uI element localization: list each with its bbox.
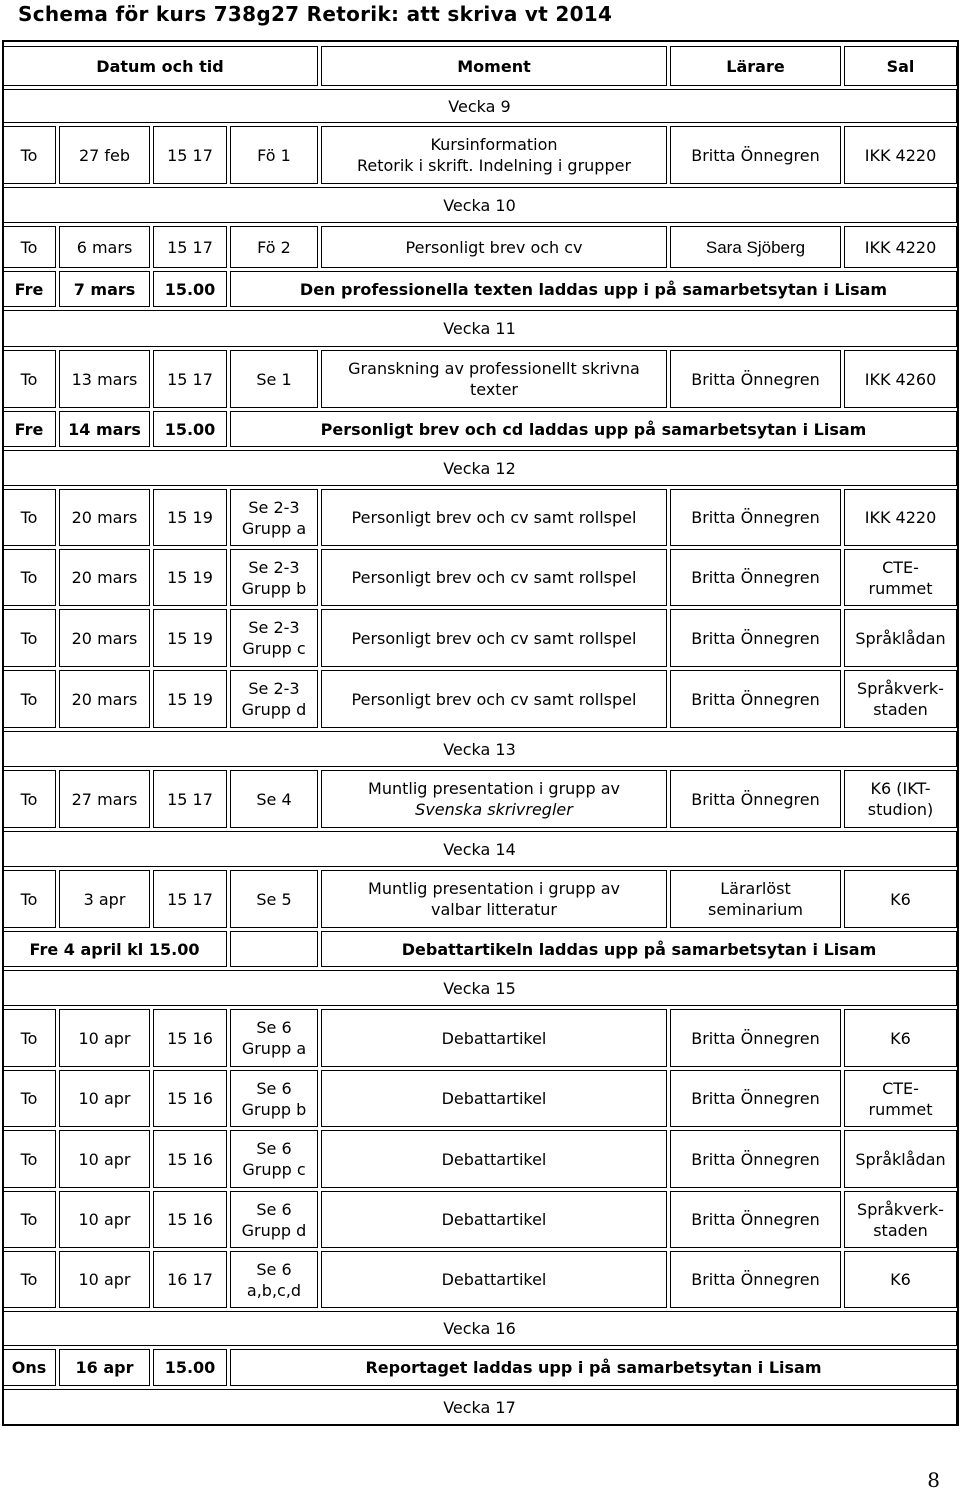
row-room: CTE- rummet <box>844 1070 957 1127</box>
row-teacher: Britta Önnegren <box>670 1251 841 1308</box>
row-day: To <box>2 1070 56 1127</box>
row-time: 15 16 <box>153 1009 227 1067</box>
row-moment: Personligt brev och cv samt rollspel <box>321 670 667 728</box>
row-type: Se 6 Grupp a <box>230 1009 318 1067</box>
row-type: Se 2-3 Grupp b <box>230 549 318 606</box>
week-heading: Vecka 15 <box>2 970 957 1006</box>
row-moment: Personligt brev och cv samt rollspel <box>321 549 667 606</box>
row-room: K6 <box>844 870 957 928</box>
row-date: 3 apr <box>59 870 150 928</box>
row-type: Se 6 a,b,c,d <box>230 1251 318 1308</box>
row-day: To <box>2 1130 56 1188</box>
row-date: 20 mars <box>59 489 150 546</box>
row-room: IKK 4220 <box>844 489 957 546</box>
row-moment: Personligt brev och cv <box>321 226 667 268</box>
week-heading: Vecka 14 <box>2 831 957 867</box>
row-type: Se 4 <box>230 770 318 828</box>
week-heading: Vecka 16 <box>2 1311 957 1346</box>
row-room: K6 <box>844 1251 957 1308</box>
row-teacher: Britta Önnegren <box>670 489 841 546</box>
row-date: 6 mars <box>59 226 150 268</box>
row-day: To <box>2 126 56 184</box>
row-teacher: Britta Önnegren <box>670 1130 841 1188</box>
moment-line: Muntlig presentation i grupp av <box>368 779 620 798</box>
row-time: 15 16 <box>153 1070 227 1127</box>
row-day: To <box>2 1009 56 1067</box>
row-date: 10 apr <box>59 1009 150 1067</box>
row-day: To <box>2 770 56 828</box>
row-type: Se 6 Grupp d <box>230 1191 318 1248</box>
row-time: 15 19 <box>153 609 227 667</box>
page-title: Schema för kurs 738g27 Retorik: att skriva vt 2014 <box>18 2 613 26</box>
row-moment: Debattartikel <box>321 1130 667 1188</box>
row-moment <box>321 770 667 828</box>
row-time: 15 17 <box>153 870 227 928</box>
row-date: 13 mars <box>59 350 150 408</box>
row-type: Se 2-3 Grupp a <box>230 489 318 546</box>
row-date: 10 apr <box>59 1191 150 1248</box>
header-date-time: Datum och tid <box>2 46 318 86</box>
row-time: 16 17 <box>153 1251 227 1308</box>
header-room: Sal <box>844 46 957 86</box>
week-heading: Vecka 11 <box>2 310 957 347</box>
row-room: K6 (IKT- studion) <box>844 770 957 828</box>
row-day: To <box>2 1191 56 1248</box>
row-type: Se 1 <box>230 350 318 408</box>
deadline-note: Reportaget laddas upp i på samarbetsytan i Lisam <box>230 1349 957 1386</box>
row-day: To <box>2 609 56 667</box>
row-teacher: Britta Önnegren <box>670 549 841 606</box>
deadline-day: Ons <box>2 1349 56 1386</box>
row-teacher: Britta Önnegren <box>670 1070 841 1127</box>
moment-book-title: Svenska skrivregler <box>415 800 573 819</box>
row-teacher: Britta Önnegren <box>670 670 841 728</box>
week-heading: Vecka 17 <box>2 1389 957 1426</box>
row-day: To <box>2 870 56 928</box>
row-room: Språkverk- staden <box>844 1191 957 1248</box>
row-moment: Muntlig presentation i grupp av valbar litteratur <box>321 870 667 928</box>
deadline-date: 14 mars <box>59 411 150 447</box>
row-day: To <box>2 1251 56 1308</box>
row-date: 20 mars <box>59 549 150 606</box>
row-room: IKK 4220 <box>844 226 957 268</box>
row-teacher: Britta Önnegren <box>670 1191 841 1248</box>
page-number: 8 <box>927 1468 940 1492</box>
deadline-time: 15.00 <box>153 1349 227 1386</box>
row-date: 10 apr <box>59 1251 150 1308</box>
row-moment: Debattartikel <box>321 1070 667 1127</box>
row-room: IKK 4220 <box>844 126 957 184</box>
empty-cell <box>230 931 318 967</box>
row-moment: Kursinformation Retorik i skrift. Indelning i grupper <box>321 126 667 184</box>
deadline-date: 7 mars <box>59 271 150 307</box>
row-day: To <box>2 350 56 408</box>
row-moment: Personligt brev och cv samt rollspel <box>321 489 667 546</box>
row-type: Fö 1 <box>230 126 318 184</box>
header-moment: Moment <box>321 46 667 86</box>
row-day: To <box>2 489 56 546</box>
week-heading: Vecka 12 <box>2 450 957 486</box>
row-moment: Debattartikel <box>321 1251 667 1308</box>
row-room: IKK 4260 <box>844 350 957 408</box>
row-type: Se 5 <box>230 870 318 928</box>
deadline-date: Fre 4 april kl 15.00 <box>2 931 227 967</box>
row-room: CTE- rummet <box>844 549 957 606</box>
row-teacher: Britta Önnegren <box>670 609 841 667</box>
row-room: Språklådan <box>844 609 957 667</box>
row-room: K6 <box>844 1009 957 1067</box>
deadline-day: Fre <box>2 271 56 307</box>
row-teacher: Britta Önnegren <box>670 1009 841 1067</box>
row-moment: Debattartikel <box>321 1009 667 1067</box>
row-teacher: Britta Önnegren <box>670 770 841 828</box>
row-date: 20 mars <box>59 670 150 728</box>
row-date: 10 apr <box>59 1130 150 1188</box>
row-time: 15 17 <box>153 350 227 408</box>
row-time: 15 16 <box>153 1130 227 1188</box>
deadline-time: 15.00 <box>153 271 227 307</box>
row-day: To <box>2 670 56 728</box>
week-heading: Vecka 13 <box>2 731 957 767</box>
deadline-note: Den professionella texten laddas upp i på samarbetsytan i Lisam <box>230 271 957 307</box>
row-type: Fö 2 <box>230 226 318 268</box>
row-date: 27 feb <box>59 126 150 184</box>
row-teacher: Sara Sjöberg <box>670 226 841 268</box>
row-time: 15 17 <box>153 770 227 828</box>
row-moment: Granskning av professionellt skrivna texter <box>321 350 667 408</box>
row-day: To <box>2 549 56 606</box>
row-time: 15 19 <box>153 549 227 606</box>
row-teacher: Britta Önnegren <box>670 350 841 408</box>
row-moment: Personligt brev och cv samt rollspel <box>321 609 667 667</box>
row-time: 15 16 <box>153 1191 227 1248</box>
row-date: 10 apr <box>59 1070 150 1127</box>
row-time: 15 19 <box>153 670 227 728</box>
row-room: Språkverk- staden <box>844 670 957 728</box>
row-moment: Debattartikel <box>321 1191 667 1248</box>
row-teacher: Britta Önnegren <box>670 126 841 184</box>
deadline-time: 15.00 <box>153 411 227 447</box>
row-date: 20 mars <box>59 609 150 667</box>
deadline-day: Fre <box>2 411 56 447</box>
row-time: 15 17 <box>153 126 227 184</box>
deadline-note: Personligt brev och cd laddas upp på samarbetsytan i Lisam <box>230 411 957 447</box>
row-day: To <box>2 226 56 268</box>
row-type: Se 6 Grupp c <box>230 1130 318 1188</box>
week-heading: Vecka 9 <box>2 89 957 123</box>
week-heading: Vecka 10 <box>2 187 957 223</box>
row-type: Se 2-3 Grupp d <box>230 670 318 728</box>
row-type: Se 6 Grupp b <box>230 1070 318 1127</box>
row-type: Se 2-3 Grupp c <box>230 609 318 667</box>
row-date: 27 mars <box>59 770 150 828</box>
header-teacher: Lärare <box>670 46 841 86</box>
deadline-note: Debattartikeln laddas upp på samarbetsytan i Lisam <box>321 931 957 967</box>
row-time: 15 19 <box>153 489 227 546</box>
deadline-date: 16 apr <box>59 1349 150 1386</box>
row-time: 15 17 <box>153 226 227 268</box>
row-room: Språklådan <box>844 1130 957 1188</box>
row-teacher: Lärarlöst seminarium <box>670 870 841 928</box>
